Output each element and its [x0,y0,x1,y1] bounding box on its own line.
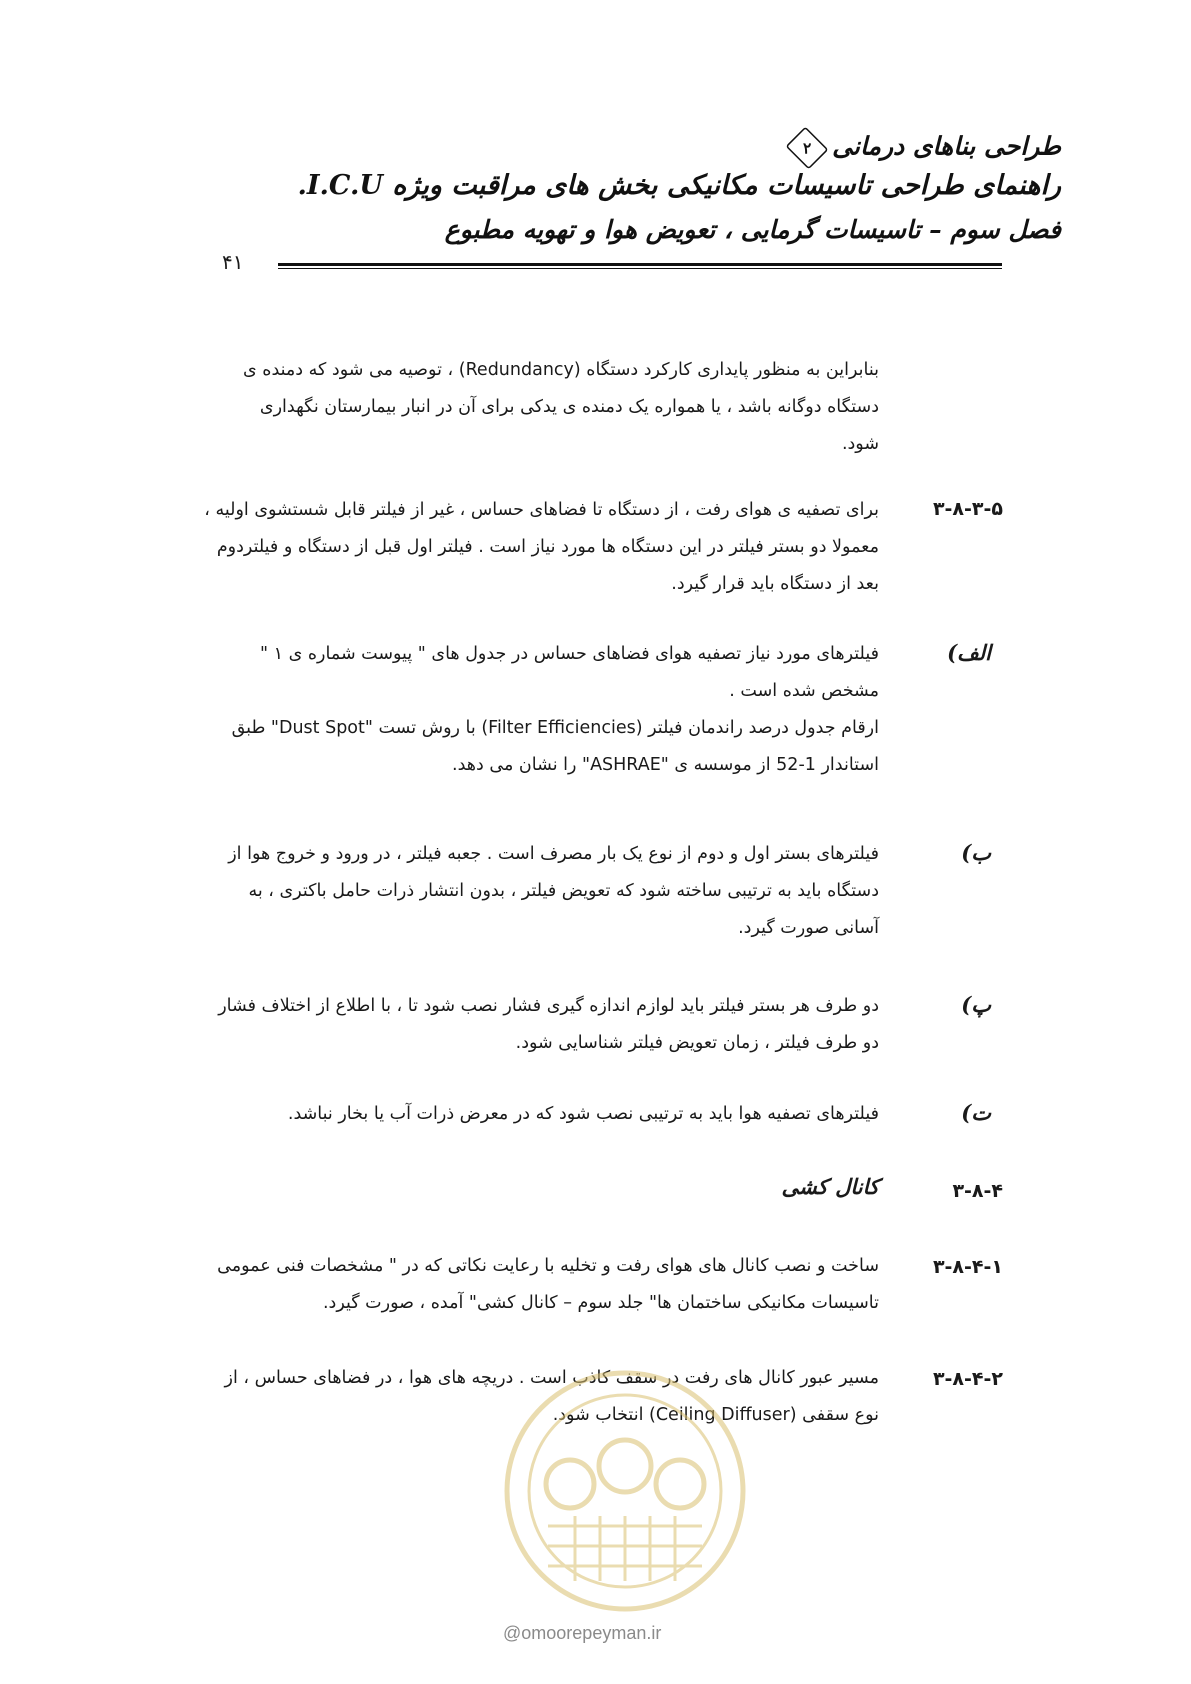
subsection-paragraph: ساخت و نصب کانال های هوای رفت و تخلیه با رعایت نکاتی که در " مشخصات فنی عمومی تاسیسات مکانیکی ساختمان ها" جلد سوم – کانال کشی" آمده ، صورت گیرد. [217,1256,879,1313]
item-letter: الف) [947,640,991,665]
page-number: ۴۱ [222,250,244,274]
subsection-number: ۳-۸-۴-۲ [932,1368,1003,1390]
item-paragraph: فیلترهای مورد نیاز تصفیه هوای فضاهای حساس در جدول های " پیوست شماره ی ۱ " مشخص شده است . ارقام جدول درصد راندمان فیلتر (Filter Efficiencies) با روش تست "Dust Spot" طبق استاندار 1-52 از موسسه ی "ASHRAE" را نشان می دهد. [231,644,879,775]
subsection-number: ۳-۸-۴-۱ [932,1256,1003,1278]
watermark-site: @omoorepeyman.ir [503,1623,662,1643]
section-title: کانال کشی [781,1174,879,1199]
item-letter: ب) [961,840,991,865]
header-book-title [782,130,1061,166]
volume-badge: ۲ [786,126,829,169]
header-rule-thick [278,263,1002,266]
subsection-paragraph: مسیر عبور کانال های رفت در سقف کاذب است . دریچه های هوا ، در فضاهای حساس ، از نوع سقفی (Ceiling Diffuser) انتخاب شود. [224,1368,879,1425]
book-title-text: طراحی بناهای درمانی [832,131,1061,161]
item-letter: پ) [961,992,991,1017]
item-letter: ت) [961,1100,991,1125]
item-paragraph: فیلترهای تصفیه هوا باید به ترتیبی نصب شود که در معرض ذرات آب یا بخار نباشد. [287,1104,879,1124]
intro-paragraph: بنابراین به منظور پایداری کارکرد دستگاه (Redundancy) ، توصیه می شود که دمنده ی دستگاه دوگانه باشد ، یا همواره یک دمنده ی یدکی برای آن در انبار بیمارستان نگهداری شود. [243,360,879,454]
header-guide-title: راهنمای طراحی تاسیسات مکانیکی بخش های مراقبت ویژه I.C.U. [297,170,1061,201]
seal-logo-icon [500,1366,750,1616]
item-paragraph: دو طرف هر بستر فیلتر باید لوازم اندازه گیری فشار نصب شود تا ، با اطلاع از اختلاف فشار دو طرف فیلتر ، زمان تعویض فیلتر شناسایی شود. [218,996,879,1053]
item-paragraph: فیلترهای بستر اول و دوم از نوع یک بار مصرف است . جعبه فیلتر ، در ورود و خروج هوا از دستگاه باید به ترتیبی ساخته شود که تعویض فیلتر ، بدون انتشار ذرات حامل باکتری ، به آسانی صورت گیرد. [228,844,879,938]
header-chapter-title: فصل سوم – تاسیسات گرمایی ، تعویض هوا و تهویه مطبوع [444,215,1061,244]
header-rule-thin [278,268,1002,269]
section-paragraph: برای تصفیه ی هوای رفت ، از دستگاه تا فضاهای حساس ، غیر از فیلتر قابل شستشوی اولیه ، معمولا دو بستر فیلتر در این دستگاه ها مورد نیاز است . فیلتر اول قبل از دستگاه و فیلتردوم بعد از دستگاه باید قرار گیرد. [204,500,879,594]
section-number: ۳-۸-۴ [952,1180,1003,1202]
section-number: ۳-۸-۳-۵ [932,498,1003,520]
